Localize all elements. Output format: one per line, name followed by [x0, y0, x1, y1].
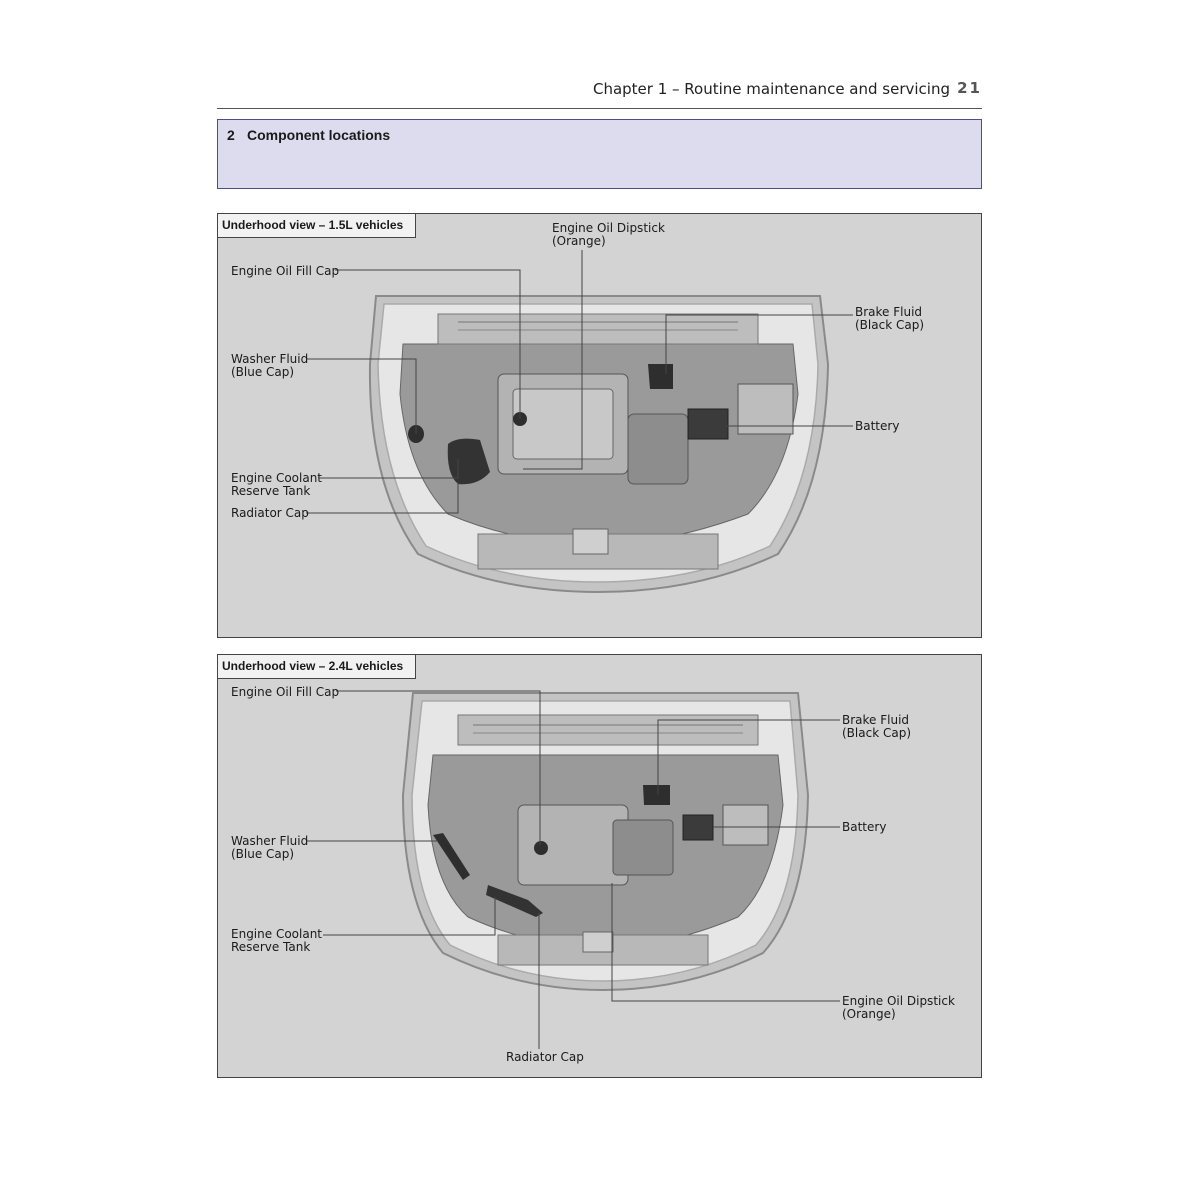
label-battery: Battery [855, 419, 900, 433]
label-washer-fluid: Washer Fluid (Blue Cap) [231, 352, 309, 379]
panel-title: Underhood view – 2.4L vehicles [218, 655, 416, 679]
label-engine-coolant-reserve-tank: Engine Coolant Reserve Tank [231, 927, 323, 954]
label-washer-fluid: Washer Fluid (Blue Cap) [231, 834, 309, 861]
label-radiator-cap: Radiator Cap [506, 1050, 584, 1064]
underhood-panel-2-4l [217, 654, 982, 1078]
section-number: 2 [227, 127, 235, 143]
label-engine-oil-dipstick: Engine Oil Dipstick (Orange) [842, 994, 955, 1021]
section-heading-box [217, 119, 982, 189]
chapter-title: Chapter 1 – Routine maintenance and servicing [592, 80, 950, 98]
label-radiator-cap: Radiator Cap [231, 506, 309, 520]
label-battery: Battery [842, 820, 887, 834]
section-title: Component locations [247, 127, 391, 143]
label-engine-coolant-reserve-tank: Engine Coolant Reserve Tank [231, 471, 323, 498]
panel-title: Underhood view – 1.5L vehicles [218, 214, 416, 238]
underhood-panel-1-5l [217, 213, 982, 638]
label-engine-oil-dipstick: Engine Oil Dipstick (Orange) [552, 221, 665, 248]
label-brake-fluid: Brake Fluid (Black Cap) [855, 305, 924, 332]
page-number: 21 [957, 79, 982, 97]
label-engine-oil-fill-cap: Engine Oil Fill Cap [231, 264, 340, 278]
page-header [217, 78, 982, 109]
label-engine-oil-fill-cap: Engine Oil Fill Cap [231, 685, 340, 699]
label-brake-fluid: Brake Fluid (Black Cap) [842, 713, 911, 740]
